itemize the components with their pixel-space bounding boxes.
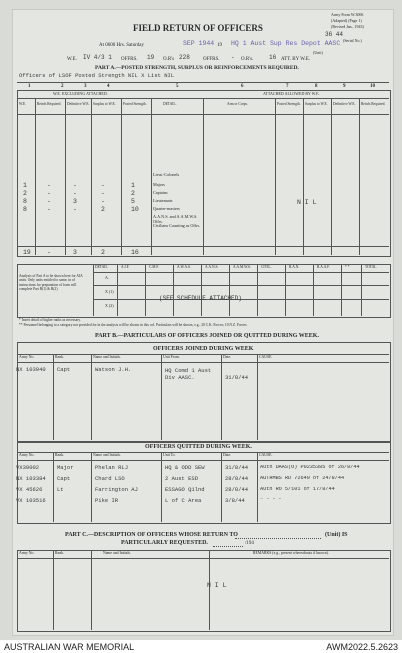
- column-header: Arm or Corps.: [227, 102, 248, 106]
- joined-unit: HQ Comd 1 Aust Div AASC.: [165, 367, 212, 382]
- rule: [93, 285, 389, 286]
- quitted-rank: Major: [57, 464, 74, 471]
- offrs-label: OFFRS.: [121, 57, 138, 62]
- footnote-2: ** Personnel belonging to a category not provided for in the analysis will be shown in this col. Particulars will be shown, e.g., 20 C.K. Forces; 10 N.Z. Forces.: [19, 323, 248, 327]
- total-cell: 2: [101, 249, 105, 256]
- row-cell: -: [47, 190, 51, 197]
- column-line: [209, 550, 210, 630]
- analysis-header: R.A.A.F.: [317, 265, 330, 269]
- row-cell: -: [47, 206, 51, 213]
- part-a-title: PART A.—POSTED STRENGTH, SURPLUS OR REINFORCEMENTS REQUIRED.: [95, 65, 299, 71]
- column-header: Surplus to W.E.: [93, 102, 116, 106]
- row-cell: 2: [101, 206, 105, 213]
- we-excluding-header: W.E. EXCLUDING ATTACHED.: [53, 91, 108, 96]
- column-line: [257, 354, 258, 440]
- column-number: 3: [84, 84, 87, 89]
- analysis-header: A.W.A.S.: [177, 265, 191, 269]
- column-line: [257, 452, 258, 522]
- part-c-nil: N I L: [207, 582, 227, 589]
- total-cell: 3: [73, 249, 77, 256]
- schedule-stamp: (SEE SCHEDULE ATTACHED): [159, 295, 242, 302]
- quitted-header: CAUSE.: [259, 453, 273, 457]
- joined-header: Unit From.: [163, 355, 180, 359]
- part-c-unit-is: (Unit) IS: [325, 532, 348, 538]
- date-stamp: SEP 1944: [183, 40, 215, 47]
- row-cell: -: [73, 190, 77, 197]
- part-c-particularly: PARTICULARLY REQUESTED.: [121, 540, 208, 546]
- analysis-note: Analysis of Part A to be shown here for AIA units. Only units entitled to same, in of instructions for preparation of form will complete Part B(1) & B(2): [19, 274, 83, 291]
- column-line: [285, 264, 286, 316]
- joined-header: Army No.: [19, 355, 35, 359]
- column-line: [359, 98, 360, 255]
- row-cell: 10: [131, 206, 139, 213]
- column-line: [151, 98, 152, 255]
- quitted-name: Phelan RLJ: [95, 464, 129, 471]
- column-line: [53, 550, 54, 630]
- detail-label: Lieutenants: [153, 198, 173, 203]
- part-a-typed-note: Officers of LSOF Posted Strength NIL X List NIL: [19, 72, 175, 79]
- column-number: 5: [176, 84, 179, 89]
- part-c-date-blank: /194: [245, 541, 254, 546]
- analysis-row-label: X (2): [105, 303, 114, 308]
- detail-label: Quarter-masters: [153, 206, 180, 211]
- unit-label: (Unit): [313, 50, 323, 55]
- column-line: [161, 452, 162, 522]
- serial-value: 36 44: [325, 31, 344, 38]
- column-number: 8: [315, 84, 318, 89]
- analysis-header: CIVIL.: [261, 265, 272, 269]
- total-cell: 16: [131, 249, 139, 256]
- quitted-army-no: VX39002: [16, 464, 40, 471]
- column-line: [161, 354, 162, 440]
- column-header: Posted Strength.: [123, 102, 147, 106]
- analysis-header: A.A.M.W.S.: [233, 265, 251, 269]
- footer-bar: [0, 640, 402, 653]
- part-c-header: Army No.: [19, 551, 35, 555]
- attached-nil: N I L: [297, 199, 317, 206]
- column-line: [221, 354, 222, 440]
- row-cell: -: [73, 182, 77, 189]
- rule: [17, 460, 389, 461]
- quitted-cause: AUTHMBS RD 72649 of 24/8/44: [260, 476, 345, 481]
- analysis-header: A.A.N.S.: [205, 265, 219, 269]
- analysis-header: TOTAL: [365, 265, 377, 269]
- row-cell: -: [101, 198, 105, 205]
- column-line: [361, 264, 362, 316]
- att-label: ATT. BY W.E.: [281, 57, 311, 62]
- column-header: Definitive W.E.: [333, 102, 356, 106]
- row-cell: 2: [23, 190, 27, 197]
- unit-stamp: HQ 1 Aust Sup Res Depot AASC: [231, 40, 341, 47]
- quitted-rank: Lt: [57, 486, 64, 493]
- footer-credit: AUSTRALIAN WAR MEMORIAL: [4, 642, 135, 652]
- column-line: [341, 264, 342, 316]
- quitted-army-no: NX 103384: [16, 475, 46, 482]
- form-revised: (Revised Jan., 1943): [331, 24, 364, 29]
- quitted-name: Pike IR: [95, 497, 119, 504]
- row-cell: -: [47, 182, 51, 189]
- form-title: FIELD RETURN OF OFFICERS: [133, 23, 263, 33]
- column-number: 1: [28, 84, 31, 89]
- quitted-table: [17, 442, 391, 524]
- joined-table: [17, 342, 391, 442]
- detail-label: Lieut.-Colonels: [153, 172, 180, 177]
- row-cell: -: [101, 190, 105, 197]
- at-hours-label: At 0600 Hrs. Saturday: [99, 43, 144, 48]
- ors2-value: 16: [269, 54, 277, 61]
- total-cell: 19: [23, 249, 31, 256]
- quitted-unit: L of C Area: [165, 497, 202, 504]
- ors-label: O.R's: [163, 57, 175, 62]
- column-header: Reinfs Required.: [361, 102, 386, 106]
- column-header: W.E.: [19, 102, 27, 106]
- quitted-cause: Auth DAAS(O) P0235385 of 26/8/44: [260, 465, 360, 470]
- detail-label: Civilians Counting as Offrs.: [153, 223, 201, 228]
- part-c-table: [17, 550, 391, 632]
- analysis-header: C.M.F.: [149, 265, 159, 269]
- offrs-value: 19: [147, 54, 155, 61]
- column-number: 4: [107, 84, 110, 89]
- joined-rank: Capt: [57, 366, 71, 373]
- column-line: [331, 98, 332, 255]
- column-header: Posted Strength.: [277, 102, 301, 106]
- joined-header: Name and Initials.: [93, 355, 121, 359]
- column-line: [221, 452, 222, 522]
- row-cell: 3: [73, 198, 77, 205]
- quitted-date: 31/8/44: [225, 464, 249, 471]
- form-code: Army Form W.3006: [331, 12, 364, 17]
- column-line: [91, 354, 92, 440]
- column-number: 9: [343, 84, 346, 89]
- rule: [17, 452, 389, 453]
- column-line: [257, 264, 258, 316]
- joined-name: Watson J.H.: [95, 366, 132, 373]
- quitted-name: Farrington AJ: [95, 486, 138, 493]
- column-header: Reinfs Required.: [37, 102, 62, 106]
- column-line: [35, 98, 36, 255]
- analysis-header: A.I.F.: [121, 265, 130, 269]
- quitted-name: Chard LSO: [95, 475, 125, 482]
- detail-label: Majors: [153, 182, 165, 187]
- column-header: DETAIL.: [163, 102, 177, 106]
- column-line: [53, 452, 54, 522]
- rule: [17, 82, 389, 83]
- quitted-header: Army No.: [19, 453, 35, 457]
- analysis-header: DETAIL: [95, 265, 108, 269]
- row-cell: 5: [131, 198, 135, 205]
- quitted-rank: Capt: [57, 475, 71, 482]
- quitted-header: Unit To.: [163, 453, 176, 457]
- column-header: Definitive W.E.: [67, 102, 90, 106]
- column-line: [201, 264, 202, 316]
- form-adapted: (Adapted) (Page 1): [331, 18, 362, 23]
- row-cell: 1: [23, 182, 27, 189]
- joined-header: CAUSE.: [259, 355, 273, 359]
- ors2-label: O.R's.: [241, 57, 254, 62]
- we-value: IV 4/3 1: [83, 54, 112, 61]
- rule: [17, 354, 389, 355]
- we-label: W.E.: [67, 57, 77, 62]
- column-line: [173, 264, 174, 316]
- column-line: [65, 98, 66, 255]
- column-number: 6: [241, 84, 244, 89]
- row-cell: 8: [23, 206, 27, 213]
- column-line: [145, 264, 146, 316]
- unit-blank: [235, 538, 321, 539]
- part-b-title: PART B.—PARTICULARS OF OFFICERS JOINED OR QUITTED DURING WEEK.: [95, 333, 319, 339]
- rule: [17, 362, 389, 363]
- row-cell: 1: [131, 182, 135, 189]
- column-line: [117, 264, 118, 316]
- footnote-1: * Insert detail of higher ranks as necessary.: [19, 318, 81, 322]
- quitted-unit: ESSAGO Q1lnd: [165, 486, 205, 493]
- quitted-army-no: VX 45626: [16, 486, 43, 493]
- rule: [17, 246, 389, 247]
- detail-label: A.A.N.S. and A.A.M.W.S. Offrs.: [153, 214, 198, 224]
- quitted-unit: 2 Aust ESD: [165, 475, 199, 482]
- ors-value: 228: [179, 54, 190, 61]
- year-prefix: 19: [217, 43, 222, 48]
- joined-header: Rank.: [55, 355, 64, 359]
- quitted-army-no: VX 103516: [16, 497, 46, 504]
- column-line: [121, 98, 122, 255]
- quitted-header: Date.: [223, 453, 232, 457]
- quitted-header: Name and Initials.: [93, 453, 121, 457]
- column-number: 10: [370, 84, 375, 89]
- row-cell: 2: [131, 190, 135, 197]
- part-c-header: REMARKS (e.g., present whereabouts if known).: [253, 551, 329, 555]
- column-header: Surplus to W.E.: [305, 102, 328, 106]
- quitted-date: 28/8/44: [225, 475, 249, 482]
- row-cell: -: [101, 182, 105, 189]
- joined-title: OFFICERS JOINED DURING WEEK: [153, 346, 254, 352]
- column-number: 7: [286, 84, 289, 89]
- quitted-date: 28/8/44: [225, 486, 249, 493]
- attached-header: ATTACHED ALLOWED BY W.E.: [263, 91, 320, 96]
- joined-header: Date.: [223, 355, 232, 359]
- column-line: [313, 264, 314, 316]
- quitted-header: Rank.: [55, 453, 64, 457]
- part-c-title: PART C.—DESCRIPTION OF OFFICERS WHOSE RETURN TO: [65, 532, 238, 538]
- column-line: [303, 98, 304, 255]
- footer-accession: AWM2022.5.2623: [326, 642, 398, 652]
- row-cell: -: [73, 206, 77, 213]
- joined-date: 31/8/44: [225, 374, 249, 381]
- rule: [17, 558, 389, 559]
- column-line: [275, 98, 276, 255]
- column-line: [93, 264, 94, 316]
- row-cell: 8: [23, 198, 27, 205]
- total-cell: -: [47, 249, 51, 256]
- part-c-header: Name and Initials.: [103, 551, 131, 555]
- quitted-title: OFFICERS QUITTED DURING WEEK.: [145, 444, 252, 450]
- serial-label: (Serial No.): [343, 38, 362, 43]
- analysis-row-label: X (1): [105, 289, 114, 294]
- offrs2-value: -: [231, 54, 235, 61]
- column-line: [229, 264, 230, 316]
- form-sheet: [12, 9, 394, 636]
- analysis-header: R.A.N.: [289, 265, 300, 269]
- column-line: [91, 550, 92, 630]
- detail-label: Captains: [153, 190, 168, 195]
- joined-army-no: NX 103940: [16, 366, 46, 373]
- row-cell: -: [47, 198, 51, 205]
- column-line: [91, 98, 92, 255]
- column-number: 2: [61, 84, 64, 89]
- quitted-unit: HQ & ODD SEW: [165, 464, 205, 471]
- column-line: [53, 354, 54, 440]
- offrs2-label: OFFRS.: [203, 57, 220, 62]
- date-blank-line: [213, 546, 243, 547]
- quitted-date: 3/8/44: [225, 497, 245, 504]
- quitted-cause: Auth RO 5/101 of 17/8/44: [260, 487, 335, 492]
- analysis-row-label: A.: [105, 275, 109, 280]
- rule: [93, 272, 389, 273]
- quitted-cause: " " " ": [260, 498, 282, 503]
- part-c-header: Rank.: [55, 551, 64, 555]
- column-line: [91, 452, 92, 522]
- analysis-header: * *: [345, 265, 350, 269]
